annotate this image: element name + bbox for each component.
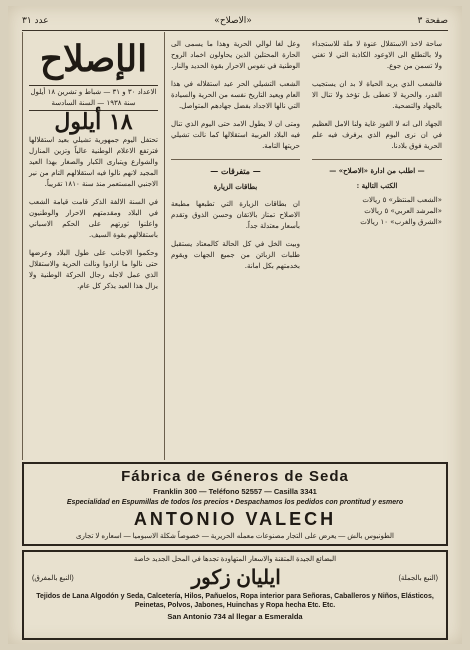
book-item: «الشعب المنتظر» ٥ ريالات — [362, 196, 442, 204]
ad-owner-name: ANTONIO VALECH — [133, 509, 337, 529]
newspaper-page — [8, 6, 462, 644]
ad-tagline: Especialidad en Espumillas de todos los precios • Despachamos los pedidos con prontitud y esmero — [66, 499, 404, 506]
book-item: «المرشد العربي» ٥ ريالات — [364, 207, 442, 215]
article-paragraph: ومتى ان لا يطول الامد حتى اليوم الذي تنال فيه البلاد العربية استقلالها كما نالت تشيلي حريتها التامة. — [170, 120, 300, 150]
note-paragraph: ان بطاقات الزيارة التي تطبعها مطبعة الاصلاح تمتاز بالاتقان وحسن الذوق وتقدم بأسعار معتدلة جداً. — [170, 200, 300, 230]
article-headline: ١٨ أيلول — [54, 109, 133, 135]
notice-subhead: — اطلب من ادارة «الاصلاح» — — [329, 166, 425, 175]
ad-side-note-left: (النبع بالمفرق) — [32, 574, 74, 582]
masthead-title: الإصلاح — [39, 38, 148, 80]
ad-contact-line: Franklin 300 — Teléfono 52557 — Casilla 3341 — [153, 487, 317, 496]
book-item: «الشرق والغرب» ١٠ ريالات — [360, 218, 442, 226]
column-divider — [171, 159, 300, 160]
running-head — [22, 14, 448, 31]
ad-address: San Antonio 734 al llegar a Esmeralda — [167, 612, 303, 621]
note-paragraph: وبيت الخل في كل الحالة كالمعتاد يستقبل طلبات الزبائن من جميع الجهات ويقوم بخدمتهم بكل امانة. — [170, 240, 300, 270]
paper-name-small: «الاصلاح» — [214, 16, 252, 26]
column-divider — [312, 159, 442, 160]
issue-number: عدد ٣١ — [22, 16, 49, 26]
article-paragraph: وعل لغا لوالي الحرية وهذا ما يسمى الى الحارة المحتلين الذين يحاولون اخماد الروح الوطنية في نفوس الاحرار بقوة الحديد والنار. — [170, 40, 300, 70]
zakur-advertisement — [22, 550, 448, 640]
section-subhead: بطاقات الزيارة — [213, 182, 258, 191]
article-columns — [22, 32, 448, 460]
ad-arabic-heading: البضائع الجيدة المتقنة والاسعار المتهاودة تجدها في المحل الجديد خاصة — [133, 556, 337, 563]
right-column — [22, 32, 164, 460]
article-paragraph: الشعب التشيلي الحر عيد استقلاله في هذا العام ويعيد التاريخ نفسه من الحرية والسيادة التي نالها الاجداد بفضل جهادهم المتواصل. — [170, 80, 300, 110]
middle-column — [164, 32, 306, 460]
ad-owner-name: ايليان زكور — [191, 567, 281, 589]
article-paragraph: ساحة لاخذ الاستقلال عنوة لا ملة للاستجداء ولا بالتطلع الى الاوعود الكاذبة التي لا تغني ولا تسمن من جوع. — [311, 40, 442, 70]
article-paragraph: تحتفل اليوم جمهورية تشيلي بعيد استقلالها فترتفع الاعلام الوطنية عالياً وتزين المنازل والشوارع ويتبارى الكبار والصغار بهذا العيد المجيد لانهم نالوا فيه استقلالهم التام من نير الاجنبي المستعمر منذ سنة ١٨١٠ تقريباً. — [29, 136, 158, 188]
ad-description: Tejidos de Lana Algodón y Seda, Calcetería, Hilos, Pañuelos, Ropa interior para Señoras, Caballeros y Niños, Elásticos, Peinetas, Polvos, Jabones, Huinchas y Ropa hecha Etc. Etc. — [36, 593, 434, 609]
valech-advertisement — [22, 462, 448, 546]
page-number: صفحة ٣ — [417, 16, 448, 26]
article-paragraph: في السنة الالفة الذكر قامت قيامة الشعب في البلاد ومقدمتهم الاحرار والوطنيون واعلنوا ثورتهم على الحكم الاسباني باستقلالهم بقوة السيف. — [29, 198, 158, 239]
ad-side-note-right: (النبع بالجملة) — [398, 574, 438, 582]
ad-name-row — [32, 565, 438, 590]
article-paragraph: فالشعب الذي يريد الحياة لا بد ان يستجيب القدر، والحرية لا تعطى بل تؤخذ ولا تنال الا بالجهاد والتضحية. — [311, 80, 442, 110]
section-title: — متفرقات — — [210, 166, 261, 176]
books-title: الكتب التالية : — [356, 181, 398, 190]
article-paragraph: وحكموا الاجانب على طول البلاد وعرضها حتى نالوا ما ارادوا ونالت الحرية والاستقلال الذي عمل لاجله رجال الحركة الوطنية ولا يزال هذا العيد يذكر كل عام. — [29, 249, 158, 290]
ad-arabic-line: الطونيوس بالش — يعرض على التجار مصنوعات معمله الحريرية — خصوصاً شكلة الاسبوميا — اسعاره لا تجارى — [75, 533, 394, 540]
ad-company-title: Fábrica de Géneros de Seda — [121, 468, 349, 485]
dateline: الاعداد ٣٠ و ٣١ — شباط و تشرين ١٨ أيلول سنة ١٩٣٨ — السنة السادسة — [29, 85, 158, 111]
article-paragraph: الجهاد الى انه لا الفوز غاية ولنا الامل العظيم في ان نرى اليوم الذي يرفرف فيه علم الحرية فوق بلادنا. — [311, 120, 442, 150]
left-column — [306, 32, 448, 460]
